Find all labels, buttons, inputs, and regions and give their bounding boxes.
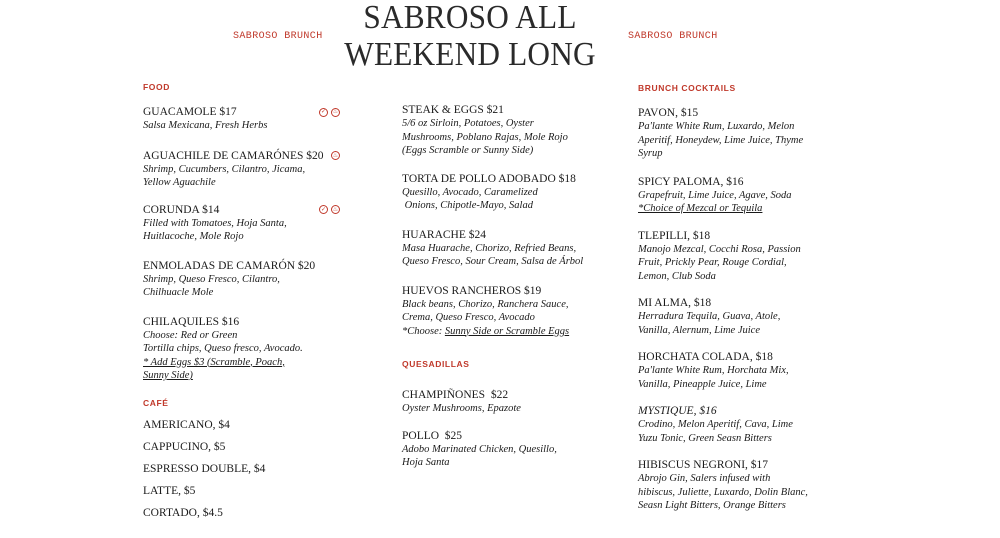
spicy-icon: ♨ xyxy=(332,151,339,159)
item-description: Hoja Santa xyxy=(402,457,450,468)
spicy-icon: ♨ xyxy=(332,108,339,115)
item-description: hibiscus, Juliette, Luxardo, Dolin Blanc, xyxy=(638,486,808,498)
section-heading-quesadillas: QUESADILLAS xyxy=(402,359,470,369)
item-description: Salsa Mexicana, Fresh Herbs xyxy=(143,120,268,131)
page-title-line1: SABROSO ALL xyxy=(363,0,577,36)
item-description: Tortilla chips, Queso fresco, Avocado. xyxy=(143,343,303,354)
item-description: Filled with Tomatoes, Hoja Santa, xyxy=(143,217,287,229)
item-name: CHILAQUILES $16 xyxy=(143,315,240,328)
cafe-item: LATTE, $5 xyxy=(143,484,196,497)
item-description: Mushrooms, Poblano Rajas, Mole Rojo xyxy=(402,131,568,143)
item-name: STEAK & EGGS $21 xyxy=(402,104,504,116)
menu-item-torta xyxy=(402,172,584,213)
cafe-item: AMERICANO, $4 xyxy=(143,418,230,431)
item-name: SPICY PALOMA, $16 xyxy=(638,175,744,188)
item-description: (Eggs Scramble or Sunny Side) xyxy=(402,145,534,156)
item-description: Oyster Mushrooms, Epazote xyxy=(402,403,521,414)
item-description: Queso Fresco, Sour Cream, Salsa de Árbol xyxy=(402,256,584,267)
vegan-icon: ✓ xyxy=(320,108,327,115)
menu-item-spicy-paloma xyxy=(638,175,808,216)
item-name: HUEVOS RANCHEROS $19 xyxy=(402,284,542,297)
item-description: Black beans, Chorizo, Ranchera Sauce, xyxy=(402,298,569,310)
item-description: Crema, Queso Fresco, Avocado xyxy=(402,312,535,323)
item-note: Sunny Side or Scramble Eggs xyxy=(444,325,570,337)
brand-tag-left: SABROSO BRUNCH xyxy=(233,31,323,42)
menu-item-mystique xyxy=(638,404,808,445)
item-description: Adobo Marinated Chicken, Quesillo, xyxy=(402,443,557,455)
menu-item-aguachile xyxy=(143,149,338,190)
item-description: Seasn Light Bitters, Orange Bitters xyxy=(638,500,786,511)
vegan-icon: ✓ xyxy=(320,205,327,213)
cafe-item: ESPRESSO DOUBLE, $4 xyxy=(143,462,266,475)
item-description: Abrojo Gin, Salers infused with xyxy=(638,473,771,484)
page-title xyxy=(341,0,599,73)
section-heading-food: FOOD xyxy=(143,82,170,92)
brand-tag-right: SABROSO BRUNCH xyxy=(628,31,718,42)
item-description: Choose: Red or Green xyxy=(143,329,238,341)
item-description: Lemon, Club Soda xyxy=(638,270,716,282)
section-heading-cocktails: BRUNCH COCKTAILS xyxy=(638,83,736,93)
item-name: HUARACHE $24 xyxy=(402,228,487,241)
item-description: Vanilla, Pineapple Juice, Lime xyxy=(638,378,767,390)
item-name: POLLO $25 xyxy=(402,429,463,442)
item-description: Chilhuacle Mole xyxy=(143,287,214,298)
item-description: 5/6 oz Sirloin, Potatoes, Oyster xyxy=(402,118,534,129)
menu-item-hibiscus-negroni xyxy=(638,458,808,513)
item-description: Crodino, Melon Aperitif, Cava, Lime xyxy=(638,419,793,430)
menu-item-mi-alma xyxy=(638,296,808,337)
item-description: Aperitif, Honeydew, Lime Juice, Thyme xyxy=(638,134,804,146)
item-name: GUACAMOLE $17 xyxy=(143,106,237,118)
section-heading-cafe: CAFÉ xyxy=(143,397,169,408)
column-cocktails xyxy=(638,83,808,513)
item-description: Onions, Chipotle-Mayo, Salad xyxy=(402,200,533,211)
column-food xyxy=(143,82,338,520)
item-name: ENMOLADAS DE CAMARÓN $20 xyxy=(143,259,316,272)
item-name: MI ALMA, $18 xyxy=(638,297,712,309)
menu-item-champinones xyxy=(402,388,584,416)
menu-item-pollo xyxy=(402,429,584,470)
item-name: TORTA DE POLLO ADOBADO $18 xyxy=(402,172,576,185)
menu-item-steak-eggs xyxy=(402,103,584,158)
spicy-icon: ♨ xyxy=(332,205,339,213)
item-description: Yellow Aguachile xyxy=(143,177,216,188)
item-description: Herradura Tequila, Guava, Atole, xyxy=(638,311,781,322)
menu-item-huevos-rancheros xyxy=(402,284,584,339)
item-description: Syrup xyxy=(638,148,663,159)
item-description: Grapefruit, Lime Juice, Agave, Soda xyxy=(638,189,792,201)
item-name: CHAMPIÑONES $22 xyxy=(402,389,509,401)
cafe-item: CORTADO, $4.5 xyxy=(143,506,223,519)
item-note: * Add Eggs $3 (Scramble, Poach, xyxy=(143,356,285,368)
column-mains xyxy=(402,103,584,470)
item-description: Yuzu Tonic, Green Seasn Bitters xyxy=(638,432,772,444)
menu-item-tlepilli xyxy=(638,229,808,284)
item-description: Fruit, Prickly Pear, Rouge Cordial, xyxy=(638,257,787,268)
item-note-prefix: *Choose: xyxy=(402,325,445,337)
menu-item-corunda xyxy=(143,203,338,244)
item-note: *Choice of Mezcal or Tequila xyxy=(638,203,763,214)
item-name: TLEPILLI, $18 xyxy=(638,229,711,242)
item-description: Manojo Mezcal, Cocchi Rosa, Passion xyxy=(638,243,801,255)
item-name: HIBISCUS NEGRONI, $17 xyxy=(638,459,769,471)
menu-item-huarache xyxy=(402,228,584,269)
item-note: Sunny Side) xyxy=(143,370,193,381)
menu-item-chilaquiles xyxy=(143,315,338,383)
page-title-line2: WEEKEND LONG xyxy=(344,36,596,73)
item-name: PAVON, $15 xyxy=(638,107,699,119)
item-name: MYSTIQUE, $16 xyxy=(638,405,717,417)
item-description: Pa'lante White Rum, Horchata Mix, xyxy=(638,365,789,376)
item-description: Vanilla, Alernum, Lime Juice xyxy=(638,324,760,336)
item-description: Masa Huarache, Chorizo, Refried Beans, xyxy=(402,242,577,254)
item-description: Huitlacoche, Mole Rojo xyxy=(143,231,244,242)
item-name: AGUACHILE DE CAMARÓNES $20 xyxy=(143,149,324,162)
menu-item-horchata-colada xyxy=(638,350,808,391)
item-description: Quesillo, Avocado, Caramelized xyxy=(402,186,538,198)
item-name: HORCHATA COLADA, $18 xyxy=(638,351,773,363)
cafe-item: CAPPUCINO, $5 xyxy=(143,440,226,453)
item-description: Shrimp, Queso Fresco, Cilantro, xyxy=(143,273,280,285)
item-description: Shrimp, Cucumbers, Cilantro, Jicama, xyxy=(143,163,306,175)
menu-item-pavon xyxy=(638,106,808,161)
menu-item-enmoladas xyxy=(143,259,338,300)
menu-item-guacamole xyxy=(143,105,338,133)
item-description: Pa'lante White Rum, Luxardo, Melon xyxy=(638,121,795,132)
item-name: CORUNDA $14 xyxy=(143,203,220,216)
